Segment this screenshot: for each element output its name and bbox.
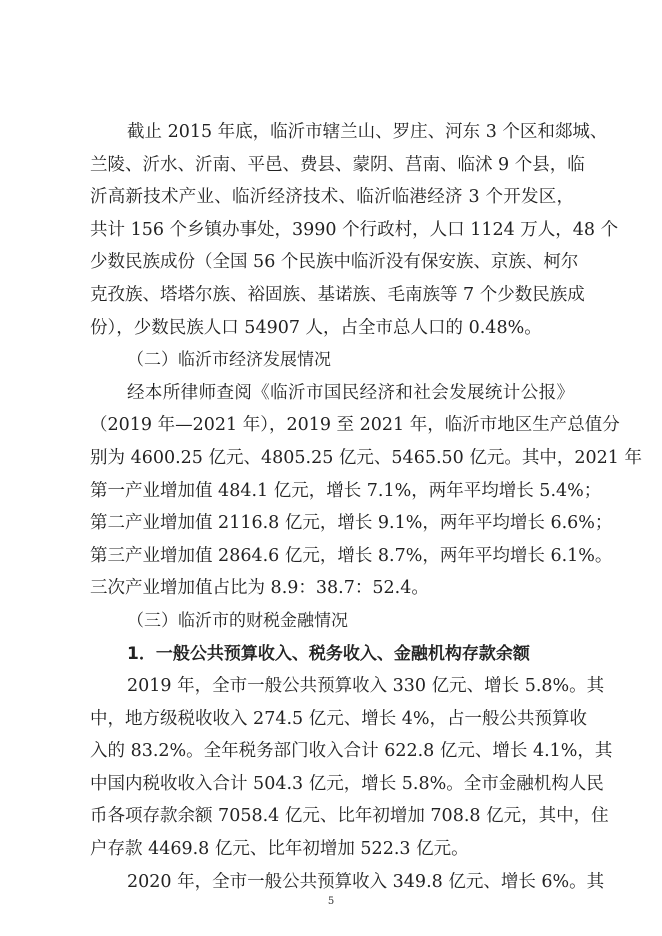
- text-line: 中国内税收收入合计 504.3 亿元，增长 5.8%。全市金融机构人民: [90, 773, 604, 794]
- text-line: 份），少数民族人口 54907 人，占全市总人口的 0.48%。: [90, 317, 542, 338]
- text-line: 第一产业增加值 484.1 亿元，增长 7.1%，两年平均增长 5.4%；: [90, 480, 602, 501]
- text-line: 入的 83.2%。全年税务部门收入合计 622.8 亿元、增长 4.1%，其: [90, 741, 613, 762]
- text-line: 少数民族成份（全国 56 个民族中临沂没有保安族、京族、柯尔: [90, 252, 579, 273]
- text-line: 2019 年，全市一般公共预算收入 330 亿元、增长 5.8%。其: [127, 676, 605, 697]
- text-line: 户存款 4469.8 亿元、比年初增加 522.3 亿元。: [90, 839, 469, 860]
- text-line: 别为 4600.25 亿元、4805.25 亿元、5465.50 亿元。其中，2021 年: [90, 447, 642, 468]
- text-line: 2020 年，全市一般公共预算收入 349.8 亿元、增长 6%。其: [127, 871, 605, 892]
- text-line: 共计 156 个乡镇办事处，3990 个行政村，人口 1124 万人，48 个: [90, 219, 619, 240]
- document-body: [90, 116, 642, 898]
- text-line: 兰陵、沂水、沂南、平邑、费县、蒙阴、莒南、临沭 9 个县，临: [90, 154, 585, 175]
- page-number: 5: [327, 896, 335, 907]
- section-heading: （二）临沂市经济发展情况: [127, 350, 331, 371]
- text-line: 沂高新技术产业、临沂经济技术、临沂临港经济 3 个开发区，: [90, 187, 574, 208]
- text-line: 经本所律师查阅《临沂市国民经济和社会发展统计公报》: [127, 382, 574, 403]
- text-line: 截止 2015 年底，临沂市辖兰山、罗庄、河东 3 个区和郯城、: [127, 122, 608, 142]
- text-line: 第二产业增加值 2116.8 亿元，增长 9.1%，两年平均增长 6.6%；: [90, 513, 613, 534]
- text-line: 第三产业增加值 2864.6 亿元，增长 8.7%，两年平均增长 6.1%。: [90, 545, 613, 566]
- subsection-heading: 1．一般公共预算收入、税务收入、金融机构存款余额: [127, 643, 530, 664]
- text-line: 中，地方级税收收入 274.5 亿元、增长 4%，占一般公共预算收: [90, 708, 588, 729]
- text-line: 币各项存款余额 7058.4 亿元、比年初增加 708.8 亿元，其中，住: [90, 806, 609, 827]
- text-line: 三次产业增加值占比为 8.9：38.7：52.4。: [90, 578, 429, 599]
- text-line: （2019 年—2021 年），2019 至 2021 年，临沂市地区生产总值分: [90, 415, 620, 436]
- section-heading: （三）临沂市的财税金融情况: [127, 610, 348, 631]
- text-line: 克孜族、塔塔尔族、裕固族、基诺族、毛南族等 7 个少数民族成: [90, 284, 585, 305]
